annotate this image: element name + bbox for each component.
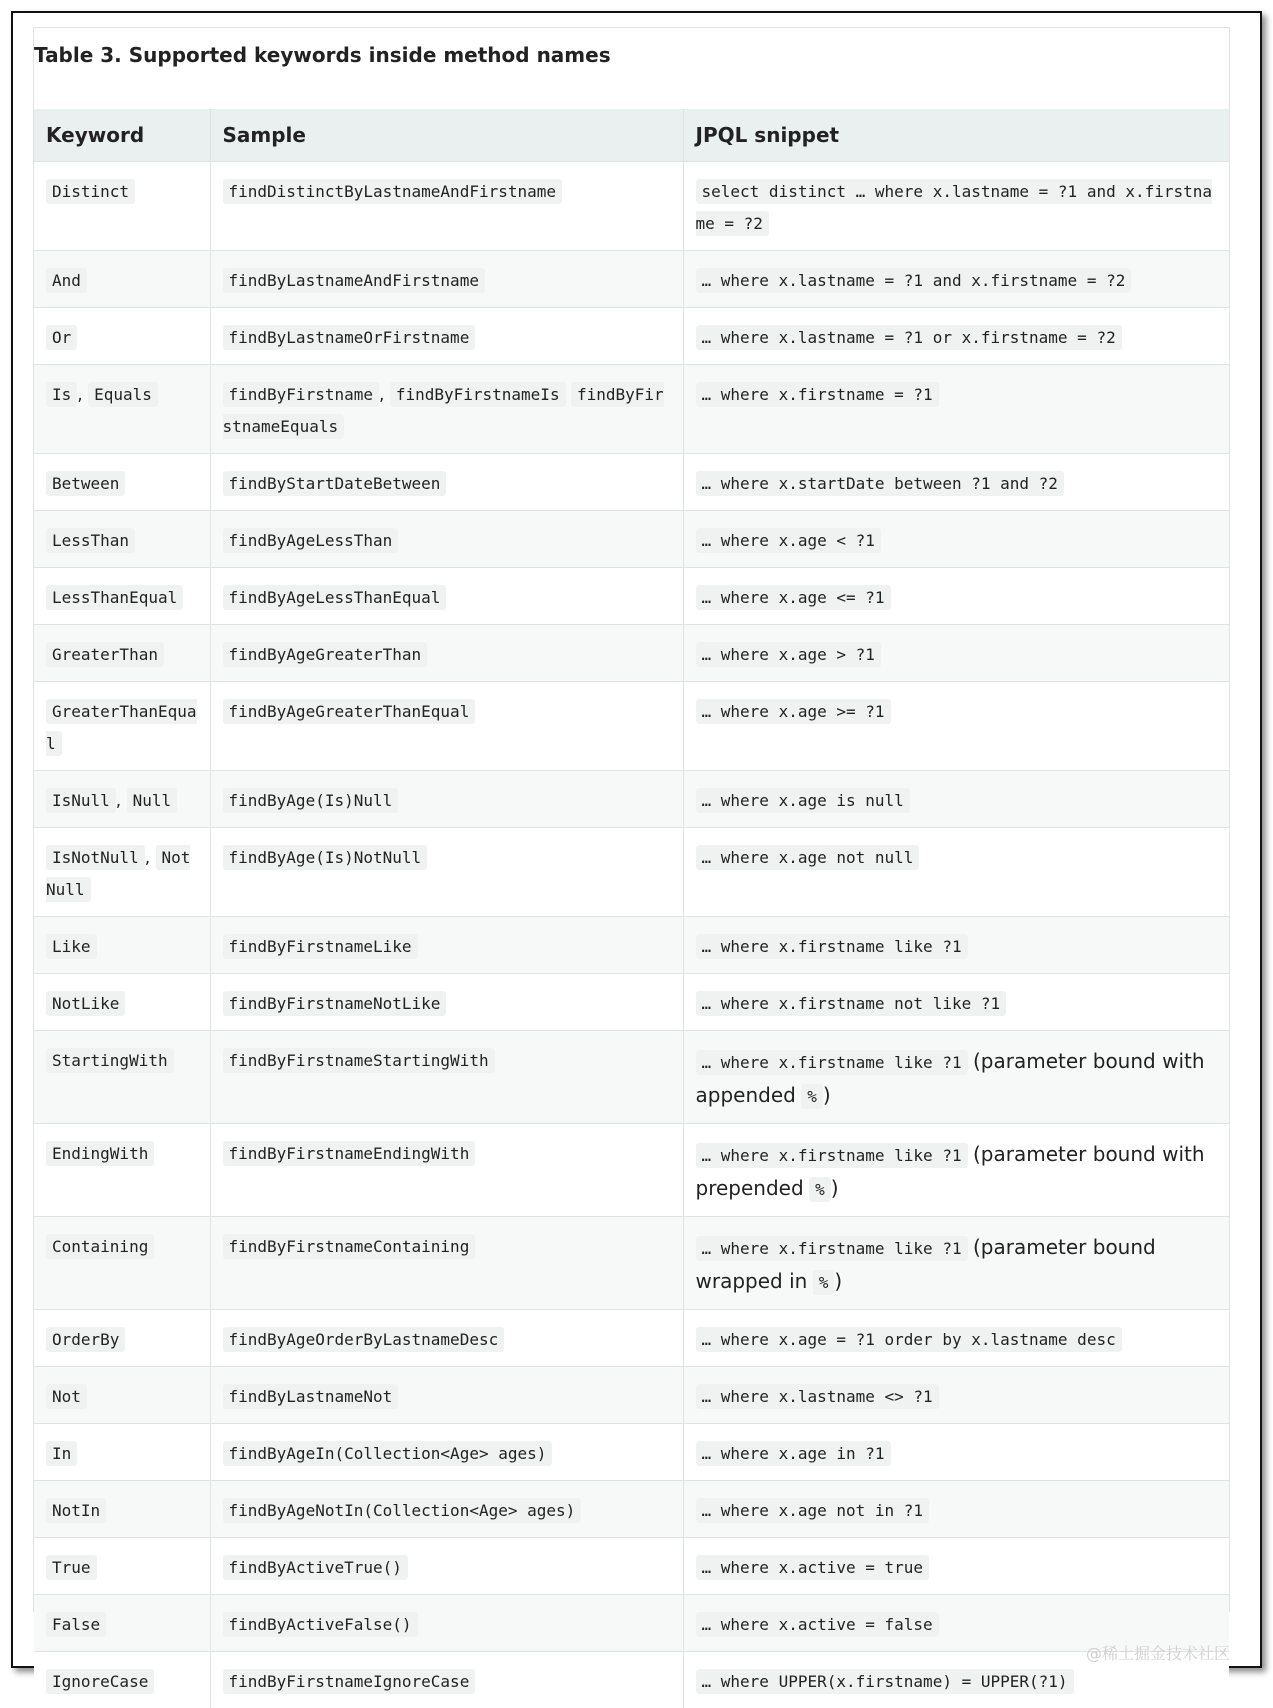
- jpql-cell: [683, 1216, 1229, 1309]
- keyword-code: IgnoreCase: [46, 1669, 154, 1694]
- sample-code: findByLastnameNot: [223, 1384, 399, 1409]
- sample-code: findByFirstnameNotLike: [223, 991, 447, 1016]
- table-row: [34, 1030, 1229, 1123]
- jpql-code: … where x.age not in ?1: [696, 1498, 930, 1523]
- table-row: [34, 364, 1229, 453]
- jpql-code: … where x.firstname not like ?1: [696, 991, 1007, 1016]
- sample-cell: [210, 1216, 683, 1309]
- table-row: [34, 973, 1229, 1030]
- table-row: [34, 250, 1229, 307]
- sample-cell: [210, 681, 683, 770]
- table-row: [34, 161, 1229, 250]
- keyword-cell: [34, 973, 210, 1030]
- jpql-cell: [683, 681, 1229, 770]
- sample-code: findByAgeLessThanEqual: [223, 585, 447, 610]
- jpql-cell: [683, 827, 1229, 916]
- table-row: [34, 567, 1229, 624]
- sample-code: findByFirstnameLike: [223, 934, 418, 959]
- jpql-cell: [683, 973, 1229, 1030]
- sample-cell: [210, 510, 683, 567]
- jpql-code: … where x.firstname = ?1: [696, 382, 939, 407]
- keyword-code: Not: [46, 1384, 87, 1409]
- header-jpql-snippet: JPQL snippet: [683, 109, 1229, 161]
- keyword-code: Equals: [88, 382, 158, 407]
- header-keyword: Keyword: [34, 109, 210, 161]
- header-row: [34, 109, 1229, 161]
- jpql-note: (parameter bound with prepended: [695, 1141, 1205, 1200]
- table-row: [34, 1651, 1229, 1708]
- jpql-code: … where x.firstname like ?1: [696, 1143, 968, 1168]
- keyword-cell: [34, 510, 210, 567]
- jpql-code: … where UPPER(x.firstname) = UPPER(?1): [696, 1669, 1074, 1694]
- sample-cell: [210, 250, 683, 307]
- table-row: [34, 1537, 1229, 1594]
- table-row: [34, 681, 1229, 770]
- jpql-cell: [683, 161, 1229, 250]
- keyword-code: OrderBy: [46, 1327, 125, 1352]
- jpql-code: … where x.lastname = ?1 and x.firstname = ?2: [696, 268, 1132, 293]
- keyword-cell: Is , Equals: [34, 364, 210, 453]
- sample-cell: [210, 307, 683, 364]
- jpql-code: … where x.age > ?1: [696, 642, 881, 667]
- sample-cell: [210, 1309, 683, 1366]
- percent-code: %: [809, 1177, 831, 1202]
- jpql-note-end: ): [822, 1082, 831, 1107]
- sample-code: findByFirstnameContaining: [223, 1234, 476, 1259]
- keywords-table: [34, 109, 1229, 1708]
- sample-code: findByLastnameAndFirstname: [223, 268, 485, 293]
- jpql-code: … where x.age not null: [696, 845, 920, 870]
- jpql-cell: [683, 567, 1229, 624]
- table-row: [34, 1216, 1229, 1309]
- keyword-code: NotIn: [46, 1498, 106, 1523]
- keyword-cell: [34, 1651, 210, 1708]
- keyword-cell: [34, 307, 210, 364]
- table-row: [34, 1480, 1229, 1537]
- keyword-code: GreaterThanEqual: [46, 699, 197, 756]
- table-row: [34, 1423, 1229, 1480]
- keyword-code: IsNotNull: [46, 845, 145, 870]
- table-row: [34, 453, 1229, 510]
- table-row: [34, 624, 1229, 681]
- keyword-code: And: [46, 268, 87, 293]
- sample-cell: [210, 567, 683, 624]
- keyword-code: NotLike: [46, 991, 125, 1016]
- keyword-code: Or: [46, 325, 77, 350]
- table-row: [34, 1594, 1229, 1651]
- sample-code: findByAgeGreaterThan: [223, 642, 428, 667]
- percent-code: %: [813, 1270, 835, 1295]
- jpql-code: … where x.firstname like ?1: [696, 934, 968, 959]
- keyword-cell: [34, 1123, 210, 1216]
- keyword-cell: [34, 1366, 210, 1423]
- keyword-code: LessThanEqual: [46, 585, 183, 610]
- sample-cell: [210, 1030, 683, 1123]
- sample-cell: [210, 453, 683, 510]
- jpql-cell: [683, 1480, 1229, 1537]
- keyword-cell: IsNotNull , NotNull: [34, 827, 210, 916]
- jpql-cell: [683, 1123, 1229, 1216]
- sample-code: findByFirstnameStartingWith: [223, 1048, 495, 1073]
- jpql-cell: [683, 250, 1229, 307]
- percent-code: %: [801, 1084, 823, 1109]
- keyword-cell: [34, 916, 210, 973]
- jpql-code: … where x.age < ?1: [696, 528, 881, 553]
- table-row: [34, 1309, 1229, 1366]
- watermark: @稀土掘金技术社区: [1085, 1644, 1230, 1663]
- keyword-code: Like: [46, 934, 97, 959]
- table-row: [34, 307, 1229, 364]
- keyword-code: Is: [46, 382, 77, 407]
- keyword-cell: [34, 567, 210, 624]
- jpql-cell: [683, 1030, 1229, 1123]
- sample-code: findByStartDateBetween: [223, 471, 447, 496]
- keyword-code: StartingWith: [46, 1048, 174, 1073]
- keyword-cell: [34, 681, 210, 770]
- sample-cell: [210, 1123, 683, 1216]
- keyword-cell: [34, 250, 210, 307]
- jpql-code: … where x.age = ?1 order by x.lastname desc: [696, 1327, 1122, 1352]
- sample-code: findByFirstname: [223, 382, 380, 407]
- sample-code: findByLastnameOrFirstname: [223, 325, 476, 350]
- jpql-code: … where x.firstname like ?1: [696, 1050, 968, 1075]
- jpql-cell: [683, 916, 1229, 973]
- keyword-code: NotNull: [46, 845, 190, 902]
- keyword-code: EndingWith: [46, 1141, 154, 1166]
- header-sample: Sample: [210, 109, 683, 161]
- jpql-cell: [683, 510, 1229, 567]
- jpql-code: … where x.active = false: [696, 1612, 939, 1637]
- jpql-cell: [683, 770, 1229, 827]
- sample-code: findByActiveFalse(): [223, 1612, 418, 1637]
- sample-code: findByAgeLessThan: [223, 528, 399, 553]
- keyword-code: LessThan: [46, 528, 135, 553]
- keyword-cell: [34, 161, 210, 250]
- keyword-code: Containing: [46, 1234, 154, 1259]
- table-row: [34, 770, 1229, 827]
- screenshot-frame: [11, 11, 1262, 1691]
- keyword-cell: [34, 1537, 210, 1594]
- sample-code: findByFirstnameEndingWith: [223, 1141, 476, 1166]
- table-caption: Table 3. Supported keywords inside method names: [34, 43, 611, 67]
- keyword-cell: IsNull , Null: [34, 770, 210, 827]
- jpql-cell: [683, 1423, 1229, 1480]
- table-row: [34, 510, 1229, 567]
- table-row: [34, 1366, 1229, 1423]
- keyword-cell: [34, 624, 210, 681]
- sample-code: findByFirstnameEquals: [223, 382, 664, 439]
- sample-code: findByAge(Is)Null: [223, 788, 399, 813]
- keyword-cell: [34, 1309, 210, 1366]
- sample-cell: [210, 624, 683, 681]
- keyword-code: Between: [46, 471, 125, 496]
- sample-cell: [210, 1423, 683, 1480]
- keyword-cell: [34, 1480, 210, 1537]
- jpql-code: … where x.active = true: [696, 1555, 930, 1580]
- jpql-cell: [683, 364, 1229, 453]
- jpql-cell: [683, 453, 1229, 510]
- sample-cell: [210, 161, 683, 250]
- jpql-code: … where x.lastname <> ?1: [696, 1384, 939, 1409]
- keyword-cell: [34, 453, 210, 510]
- keyword-cell: [34, 1030, 210, 1123]
- keyword-code: True: [46, 1555, 97, 1580]
- jpql-code: … where x.age >= ?1: [696, 699, 891, 724]
- jpql-note-end: ): [830, 1175, 839, 1200]
- jpql-code: … where x.firstname like ?1: [696, 1236, 968, 1261]
- jpql-cell: [683, 307, 1229, 364]
- table-row: [34, 916, 1229, 973]
- sample-code: findByAgeOrderByLastnameDesc: [223, 1327, 505, 1352]
- table-row: [34, 827, 1229, 916]
- jpql-note-end: ): [834, 1268, 843, 1293]
- jpql-note: (parameter bound with appended: [695, 1048, 1205, 1107]
- sample-cell: [210, 1651, 683, 1708]
- jpql-code: … where x.lastname = ?1 or x.firstname = ?2: [696, 325, 1122, 350]
- jpql-code: … where x.age is null: [696, 788, 910, 813]
- sample-cell: [210, 1480, 683, 1537]
- jpql-code: … where x.age in ?1: [696, 1441, 891, 1466]
- sample-code: findByAgeGreaterThanEqual: [223, 699, 476, 724]
- sample-cell: [210, 916, 683, 973]
- sample-cell: [210, 1537, 683, 1594]
- sample-code: findByAge(Is)NotNull: [223, 845, 428, 870]
- keyword-code: In: [46, 1441, 77, 1466]
- sample-cell: [210, 770, 683, 827]
- sample-code: findByFirstnameIs: [390, 382, 566, 407]
- keyword-code: Null: [127, 788, 178, 813]
- jpql-cell: [683, 624, 1229, 681]
- sample-code: findByActiveTrue(): [223, 1555, 408, 1580]
- sample-code: findDistinctByLastnameAndFirstname: [223, 179, 563, 204]
- keyword-cell: [34, 1216, 210, 1309]
- sample-code: findByAgeIn(Collection<Age> ages): [223, 1441, 553, 1466]
- jpql-code: … where x.startDate between ?1 and ?2: [696, 471, 1064, 496]
- jpql-cell: [683, 1366, 1229, 1423]
- jpql-code: … where x.age <= ?1: [696, 585, 891, 610]
- jpql-code: select distinct … where x.lastname = ?1 and x.firstname = ?2: [696, 179, 1213, 236]
- sample-code: findByAgeNotIn(Collection<Age> ages): [223, 1498, 582, 1523]
- jpql-cell: [683, 1309, 1229, 1366]
- keyword-code: False: [46, 1612, 106, 1637]
- jpql-cell: [683, 1537, 1229, 1594]
- sample-cell: findByFirstname , findByFirstnameIs findByFirstnameEquals: [210, 364, 683, 453]
- keyword-code: GreaterThan: [46, 642, 164, 667]
- sample-cell: [210, 1594, 683, 1651]
- keyword-code: IsNull: [46, 788, 116, 813]
- sample-cell: [210, 1366, 683, 1423]
- jpql-note: (parameter bound wrapped in: [695, 1234, 1156, 1293]
- keyword-code: Distinct: [46, 179, 135, 204]
- keyword-cell: [34, 1594, 210, 1651]
- keyword-cell: [34, 1423, 210, 1480]
- sample-cell: [210, 973, 683, 1030]
- sample-cell: [210, 827, 683, 916]
- sample-code: findByFirstnameIgnoreCase: [223, 1669, 476, 1694]
- table-row: [34, 1123, 1229, 1216]
